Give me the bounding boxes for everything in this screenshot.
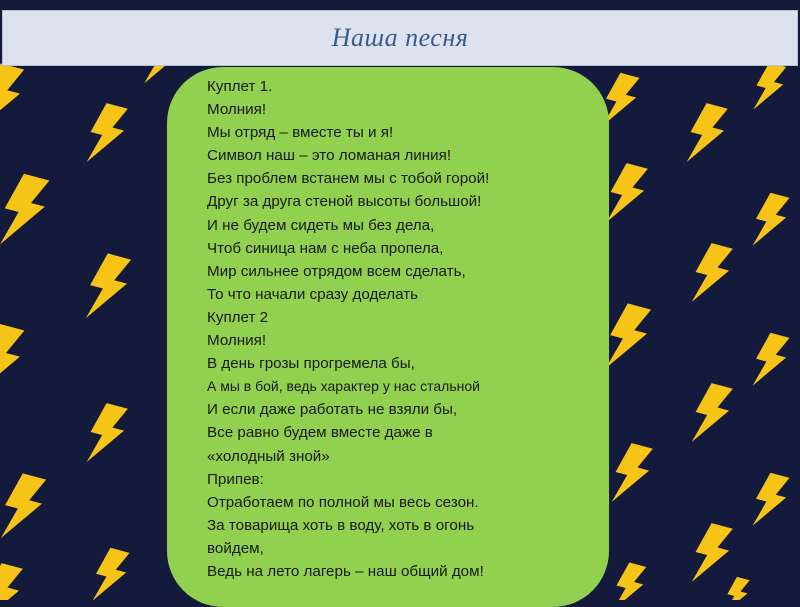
lyric-line: Молния! (207, 332, 267, 350)
lyrics-card (167, 67, 609, 607)
lyric-line: «холодный зной» (207, 447, 330, 465)
lyric-line: Без проблем встанем мы с тобой горой! (207, 170, 490, 188)
lyric-line: Куплет 2 (207, 308, 269, 326)
lyric-line: И если даже работать не взяли бы, (207, 401, 458, 419)
lyric-line: За товарища хоть в воду, хоть в огонь (207, 516, 475, 534)
lyric-line: Куплет 1. (207, 78, 273, 95)
lyric-line: Символ наш – это ломаная линия! (207, 147, 452, 165)
lyric-line: В день грозы прогремела бы, (207, 355, 415, 373)
lyric-line: Припев: (207, 470, 264, 488)
lyric-line: То что начали сразу доделать (207, 285, 419, 303)
lyric-line: Все равно будем вместе даже в (207, 424, 433, 442)
lyric-line: Чтоб синица нам с неба пропела, (207, 239, 444, 257)
lyric-line: Отработаем по полной мы весь сезон. (207, 493, 479, 511)
lyric-line: Друг за друга стеной высоты большой! (207, 193, 482, 211)
lyric-line: Мир сильнее отрядом всем сделать, (207, 262, 466, 280)
title-bar (2, 10, 798, 66)
lyric-line: Ведь на лето лагерь – наш общий дом! (207, 562, 484, 580)
lyrics-list (207, 75, 609, 583)
lyric-line: И не будем сидеть мы без дела, (207, 216, 435, 234)
lyric-line: Мы отряд – вместе ты и я! (207, 124, 394, 142)
lyric-line: войдем, (207, 539, 264, 557)
lyric-line: Молния! (207, 101, 267, 119)
page-title: Наша песня (331, 23, 469, 52)
lyric-line: А мы в бой, ведь характер у нас стальной (207, 378, 480, 395)
